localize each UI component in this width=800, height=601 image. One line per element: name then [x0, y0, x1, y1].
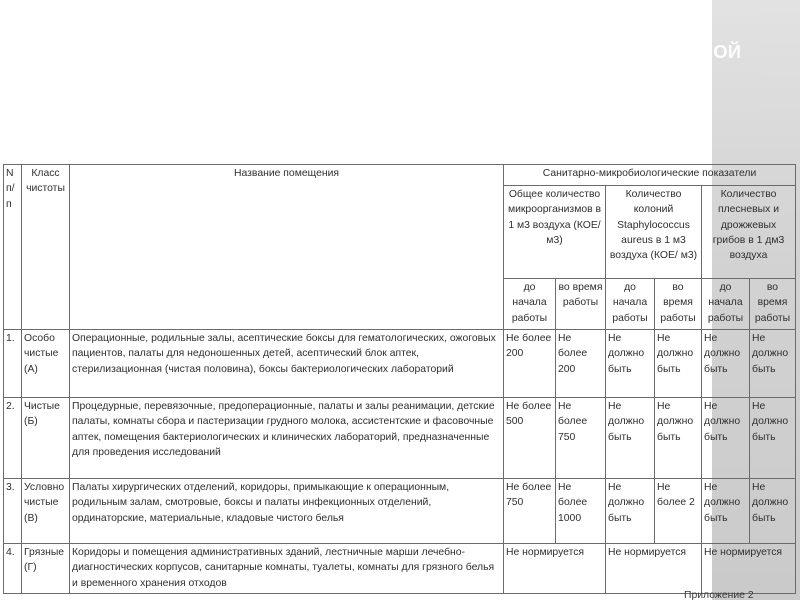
- header-total-microorganisms: Общее количество микроорганизмов в 1 м3 воздуха (КОЕ/м3): [504, 186, 606, 279]
- row-number: 4.: [4, 544, 22, 594]
- row-total-during: Не более 200: [556, 330, 606, 398]
- header-during-work: во время работы: [750, 279, 796, 330]
- header-during-work: во время работы: [556, 279, 606, 330]
- row-room-name: Операционные, родильные залы, асептические боксы для гематологических, ожоговых пациентов, палаты для недоношенных детей, асептический блок аптек, стерилизационная (чистая половина), боксы бактериологических лабораторий: [70, 330, 504, 398]
- row-staph-before: Не должно быть: [606, 479, 655, 544]
- row-number: 3.: [4, 479, 22, 544]
- row-room-name: Процедурные, перевязочные, предоперационные, палаты и залы реанимации, детские палаты, комнаты сбора и пастеризации грудного молока, ассистентские и фасовочные аптек, помещения бактериологических и клинических лабораторий, предназначенные для проведения исследований: [70, 398, 504, 479]
- row-fungi-before: Не должно быть: [702, 398, 750, 479]
- row-staph-during: Не более 2: [655, 479, 702, 544]
- row-fungi-during: Не должно быть: [750, 398, 796, 479]
- table-row: [4, 479, 796, 544]
- table-header-row: [4, 165, 796, 186]
- row-staph-before: Не должно быть: [606, 330, 655, 398]
- header-during-work: во время работы: [655, 279, 702, 330]
- header-class: Класс чистоты: [22, 165, 70, 330]
- table-container: [3, 164, 796, 600]
- row-number: 1.: [4, 330, 22, 398]
- table-row: [4, 544, 796, 594]
- header-fungi: Количество плесневых и дрожжевых грибов в 1 дм3 воздуха: [702, 186, 796, 279]
- row-total-during: Не более 1000: [556, 479, 606, 544]
- row-staph-merged: Не нормируется: [606, 544, 702, 594]
- row-staph-during: Не должно быть: [655, 398, 702, 479]
- row-class: Грязные (Г): [22, 544, 70, 594]
- row-class: Чистые (Б): [22, 398, 70, 479]
- row-total-before: Не более 500: [504, 398, 556, 479]
- table-row: [4, 330, 796, 398]
- row-total-before: Не более 750: [504, 479, 556, 544]
- row-total-before: Не более 200: [504, 330, 556, 398]
- row-fungi-merged: Не нормируется: [702, 544, 796, 594]
- row-class: Особо чистые (А): [22, 330, 70, 398]
- row-room-name: Коридоры и помещения административных зданий, лестничные марши лечебно-диагностических корпусов, санитарные комнаты, туалеты, комнаты для грязного белья и временного хранения отходов: [70, 544, 504, 594]
- row-total-merged: Не нормируется: [504, 544, 606, 594]
- row-fungi-before: Не должно быть: [702, 330, 750, 398]
- row-number: 2.: [4, 398, 22, 479]
- header-num: N п/п: [4, 165, 22, 330]
- row-class: Условно чистые (В): [22, 479, 70, 544]
- contamination-table: [3, 164, 796, 594]
- row-room-name: Палаты хирургических отделений, коридоры, примыкающие к операционным, родильным залам, смотровые, боксы и палаты инфекционных отделений, ординаторские, материальные, кладовые чистого белья: [70, 479, 504, 544]
- header-indicators: Санитарно-микробиологические показатели: [504, 165, 796, 186]
- row-fungi-during: Не должно быть: [750, 330, 796, 398]
- header-before-work: до начала работы: [606, 279, 655, 330]
- slide-title: ДОПУСТИМЫЕ УРОВНИ БАКТЕРИАЛЬНОЙ ОБСЕМЕНЕННОСТИ ВОЗДУШНОЙ СРЕДЫ ПОМЕЩЕНИЙ ЛЕЧЕБНЫХ УЧРЕЖДЕНИЙ В ЗАВИСИМОСТИ ОТ ИХ ФУНКЦИОНАЛЬНОГО НАЗНАЧЕНИЯ И КЛАССА ЧИСТОТЫ: [22, 41, 742, 113]
- table-row: [4, 398, 796, 479]
- row-fungi-before: Не должно быть: [702, 479, 750, 544]
- appendix-note: Приложение 2: [684, 590, 754, 601]
- row-fungi-during: Не должно быть: [750, 479, 796, 544]
- row-total-during: Не более 750: [556, 398, 606, 479]
- header-staphylococcus: Количество колоний Staphylococcus aureus в 1 м3 воздуха (КОЕ/ м3): [606, 186, 702, 279]
- row-staph-during: Не должно быть: [655, 330, 702, 398]
- header-before-work: до начала работы: [504, 279, 556, 330]
- header-room-name: Название помещения: [70, 165, 504, 330]
- row-staph-before: Не должно быть: [606, 398, 655, 479]
- header-before-work: до начала работы: [702, 279, 750, 330]
